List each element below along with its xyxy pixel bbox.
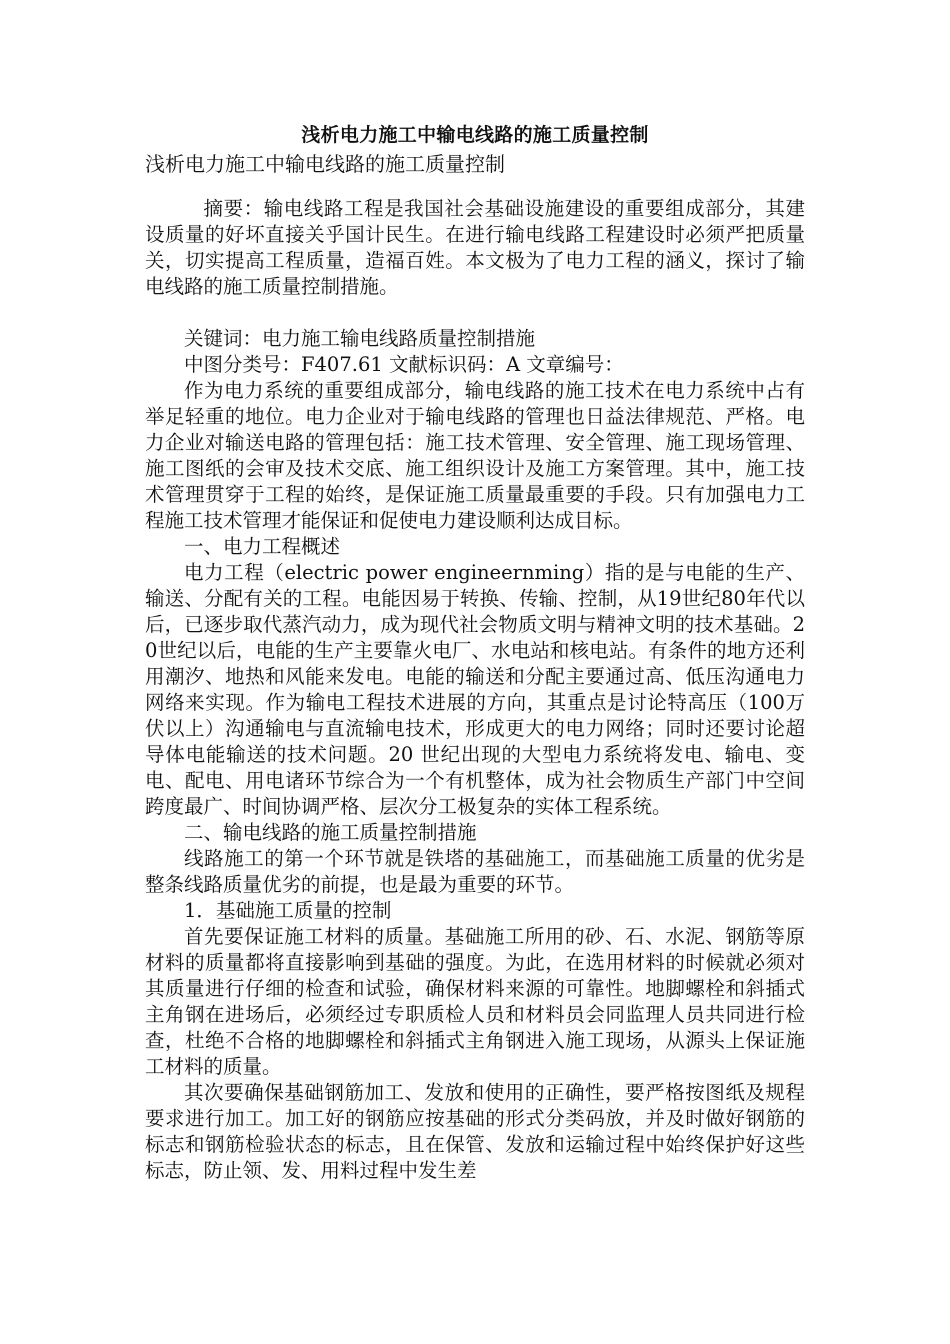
body-paragraph: 作为电力系统的重要组成部分，输电线路的施工技术在电力系统中占有举足轻重的地位。电力企业对于输电线路的管理也日益法律规范、严格。电力企业对输送电路的管理包括：施工技术管理、安全管理、施工现场管理、施工图纸的会审及技术交底、施工组织设计及施工方案管理。其中，施工技术管理贯穿于工程的始终，是保证施工质量最重要的手段。只有加强电力工程施工技术管理才能保证和促使电力建设顺利达成目标。	[145, 379, 805, 532]
body-paragraph: 首先要保证施工材料的质量。基础施工所用的砂、石、水泥、钢筋等原材料的质量都将直接影响到基础的强度。为此，在选用材料的时候就必须对其质量进行仔细的检查和试验，确保材料来源的可靠性。地脚螺栓和斜插式主角钢在进场后，必须经过专职质检人员和材料员会同监理人员共同进行检查，杜绝不合格的地脚螺栓和斜插式主角钢进入施工现场，从源头上保证施工材料的质量。	[145, 925, 805, 1078]
keywords-line: 关键词：电力施工输电线路质量控制措施	[184, 327, 536, 350]
document-subtitle: 浅析电力施工中输电线路的施工质量控制	[145, 152, 505, 176]
document-title: 浅析电力施工中输电线路的施工质量控制	[301, 124, 649, 146]
body-paragraph: 其次要确保基础钢筋加工、发放和使用的正确性，要严格按图纸及规程要求进行加工。加工好的钢筋应按基础的形式分类码放，并及时做好钢筋的标志和钢筋检验状态的标志，且在保管、发放和运输过程中始终保护好这些标志，防止领、发、用料过程中发生差	[145, 1081, 805, 1182]
classification-line: 中图分类号：F407.61 文献标识码：A 文章编号：	[184, 353, 624, 376]
section-heading-2: 二、输电线路的施工质量控制措施	[184, 821, 477, 844]
abstract-paragraph: 摘要：输电线路工程是我国社会基础设施建设的重要组成部分，其建设质量的好坏直接关乎国计民生。在进行输电线路工程建设时必须严把质量关，切实提高工程质量，造福百姓。本文极为了电力工程的涵义，探讨了输电线路的施工质量控制措施。	[145, 197, 805, 298]
body-paragraph: 线路施工的第一个环节就是铁塔的基础施工，而基础施工质量的优劣是整条线路质量优劣的前提，也是最为重要的环节。	[145, 847, 805, 896]
document-page	[145, 120, 805, 1184]
section-heading-1: 一、电力工程概述	[184, 535, 341, 558]
subsection-heading-1: 1．基础施工质量的控制	[184, 899, 392, 922]
body-paragraph: 电力工程（electric power engineernming）指的是与电能的生产、输送、分配有关的工程。电能因易于转换、传输、控制，从19世纪80年代以后，已逐步取代蒸汽动力，成为现代社会物质文明与精神文明的技术基础。20世纪以后，电能的生产主要靠火电厂、水电站和核电站。有条件的地方还利用潮汐、地热和风能来发电。电能的输送和分配主要通过高、低压沟通电力网络来实现。作为输电工程技术进展的方向，其重点是讨论特高压（100万伏以上）沟通输电与直流输电技术，形成更大的电力网络；同时还要讨论超导体电能输送的技术问题。20 世纪出现的大型电力系统将发电、输电、变电、配电、用电诸环节综合为一个有机整体，成为社会物质生产部门中空间跨度最广、时间协调严格、层次分工极复杂的实体工程系统。	[145, 561, 805, 818]
